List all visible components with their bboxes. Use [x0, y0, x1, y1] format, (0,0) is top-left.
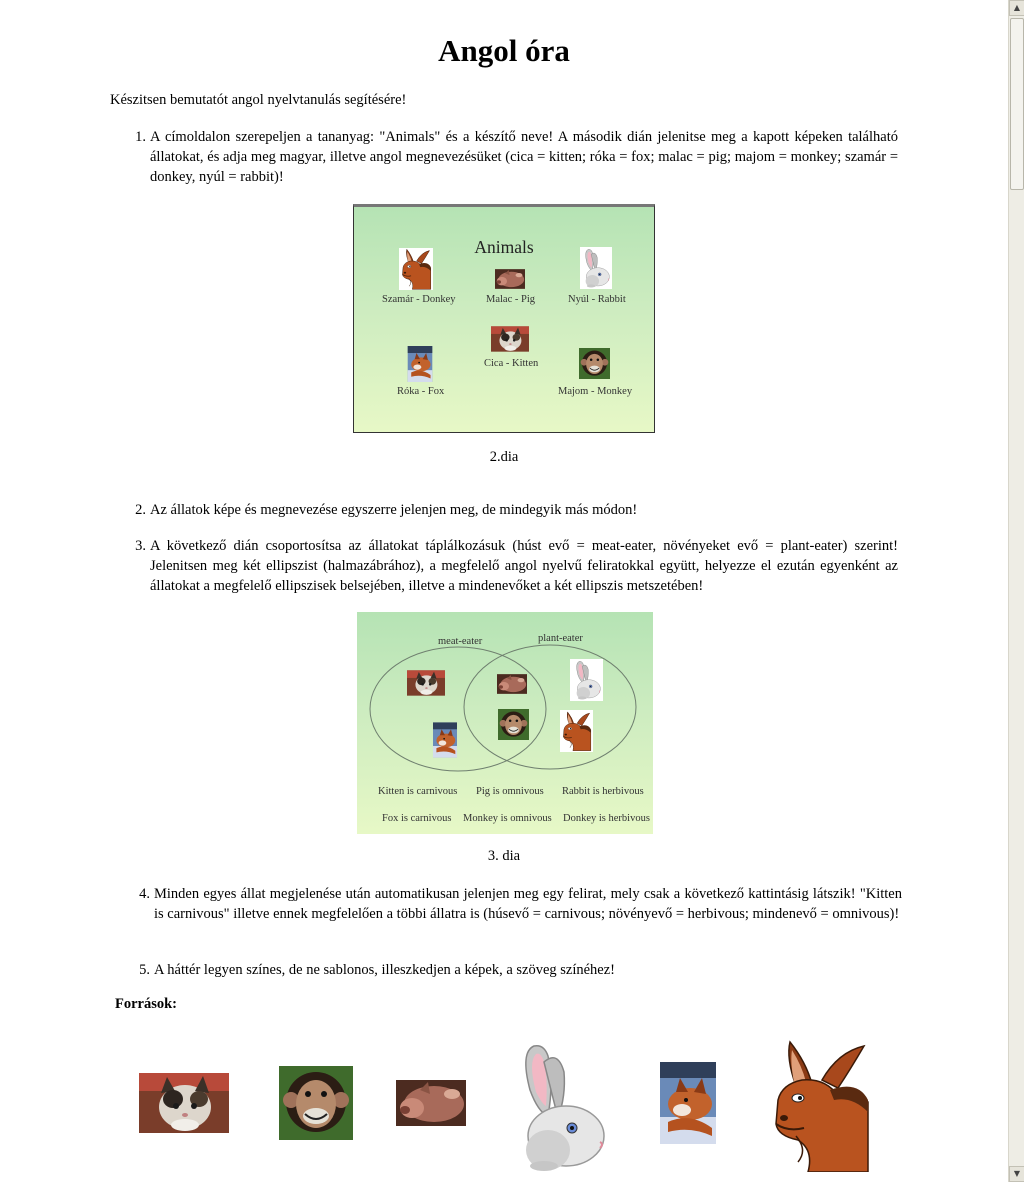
- statement-pig: Pig is omnivous: [476, 786, 544, 797]
- task-number: 1.: [135, 129, 146, 145]
- intro-text: Készitsen bemutatót angol nyelvtanulás segítésére!: [110, 92, 407, 108]
- task-number: 5.: [139, 962, 150, 978]
- statement-donkey: Donkey is herbivous: [563, 813, 650, 824]
- statement-kitten: Kitten is carnivous: [378, 786, 458, 797]
- fox-picture: [407, 346, 433, 382]
- donkey-picture: [560, 710, 593, 752]
- scrollbar-thumb[interactable]: [1010, 18, 1024, 190]
- source-monkey-picture: [279, 1066, 353, 1140]
- plant-eater-label: plant-eater: [538, 633, 583, 644]
- task-item-4: [139, 884, 902, 924]
- slide-2-image: [353, 204, 655, 433]
- task-text: A következő dián csoportosítsa az állatokat táplálkozásuk (húst evő = meat-eater, növényeket evő = plant-eater) szerint! Jelenitsen meg két ellipszist (halmazábrához), a megfelelő angol nyelvű feliratokkal együtt, helyezze el ezután egyenként az állatokat a megfelelő ellipszisek belsejében, illetve a mindenevőket a két ellipszis metszetében!: [150, 538, 898, 594]
- slide-3-caption: 3. dia: [487, 848, 521, 864]
- pig-picture: [495, 269, 525, 289]
- statement-rabbit: Rabbit is herbivous: [562, 786, 644, 797]
- source-kitten-picture: [139, 1073, 229, 1133]
- task-text: A címoldalon szerepeljen a tananyag: "Animals" és a készítő neve! A második dián jelenitse meg a kapott képeken található állatokat, és adja meg magyar, illetve angol megnevezésüket (cica = kitten; róka = fox; malac = pig; majom = monkey; szamár = donkey, nyúl = rabbit)!: [150, 129, 898, 185]
- vertical-scrollbar[interactable]: [1008, 0, 1024, 1182]
- task-text: Minden egyes állat megjelenése után automatikusan jelenjen meg egy felirat, mely csak a következő kattintásig látszik! "Kitten is carnivous" illetve ennek megfelelően a többi állatra is (húsevő = carnivous; növényevő = herbivous; mindenevő = omnivous)!: [154, 886, 902, 922]
- label-donkey: Szamár - Donkey: [382, 294, 456, 305]
- plant-eater-ellipse: [464, 645, 636, 769]
- meat-eater-label: meat-eater: [438, 636, 483, 647]
- monkey-picture: [579, 348, 610, 379]
- statement-fox: Fox is carnivous: [382, 813, 452, 824]
- rabbit-picture: [580, 247, 612, 289]
- monkey-picture: [498, 709, 529, 740]
- scroll-up-arrow-icon[interactable]: ▲: [1009, 0, 1024, 16]
- slide-3-image: [357, 612, 653, 834]
- label-kitten: Cica - Kitten: [484, 358, 539, 369]
- task-text: Az állatok képe és megnevezése egyszerre jelenjen meg, de mindegyik más módon!: [150, 502, 638, 518]
- task-number: 2.: [135, 502, 146, 518]
- source-donkey-picture: [768, 1040, 872, 1172]
- donkey-picture: [399, 248, 433, 290]
- page-title: Angol óra: [438, 33, 570, 68]
- task-item-5: [139, 960, 902, 980]
- label-rabbit: Nyúl - Rabbit: [568, 294, 626, 305]
- task-text: A háttér legyen színes, de ne sablonos, illeszkedjen a képek, a szöveg színéhez!: [154, 962, 616, 978]
- rabbit-picture: [570, 659, 603, 701]
- source-pig-picture: [396, 1080, 466, 1126]
- label-fox: Róka - Fox: [397, 386, 445, 397]
- slide-2-heading: Animals: [474, 237, 534, 257]
- sources-heading: Források:: [115, 996, 178, 1012]
- source-fox-picture: [660, 1062, 716, 1144]
- pig-picture: [497, 674, 527, 694]
- task-item-3: [135, 536, 898, 596]
- fox-picture: [433, 722, 457, 758]
- task-item-1: [135, 127, 898, 187]
- task-item-2: [135, 500, 898, 520]
- task-number: 3.: [135, 538, 146, 554]
- statement-monkey: Monkey is omnivous: [463, 813, 552, 824]
- kitten-picture: [407, 670, 445, 696]
- slide-2-caption: 2.dia: [489, 449, 519, 465]
- source-rabbit-picture: [514, 1042, 606, 1172]
- label-pig: Malac - Pig: [486, 294, 535, 305]
- label-monkey: Majom - Monkey: [558, 386, 633, 397]
- task-number: 4.: [139, 886, 150, 902]
- kitten-picture: [491, 326, 529, 352]
- scroll-down-arrow-icon[interactable]: ▼: [1009, 1166, 1024, 1182]
